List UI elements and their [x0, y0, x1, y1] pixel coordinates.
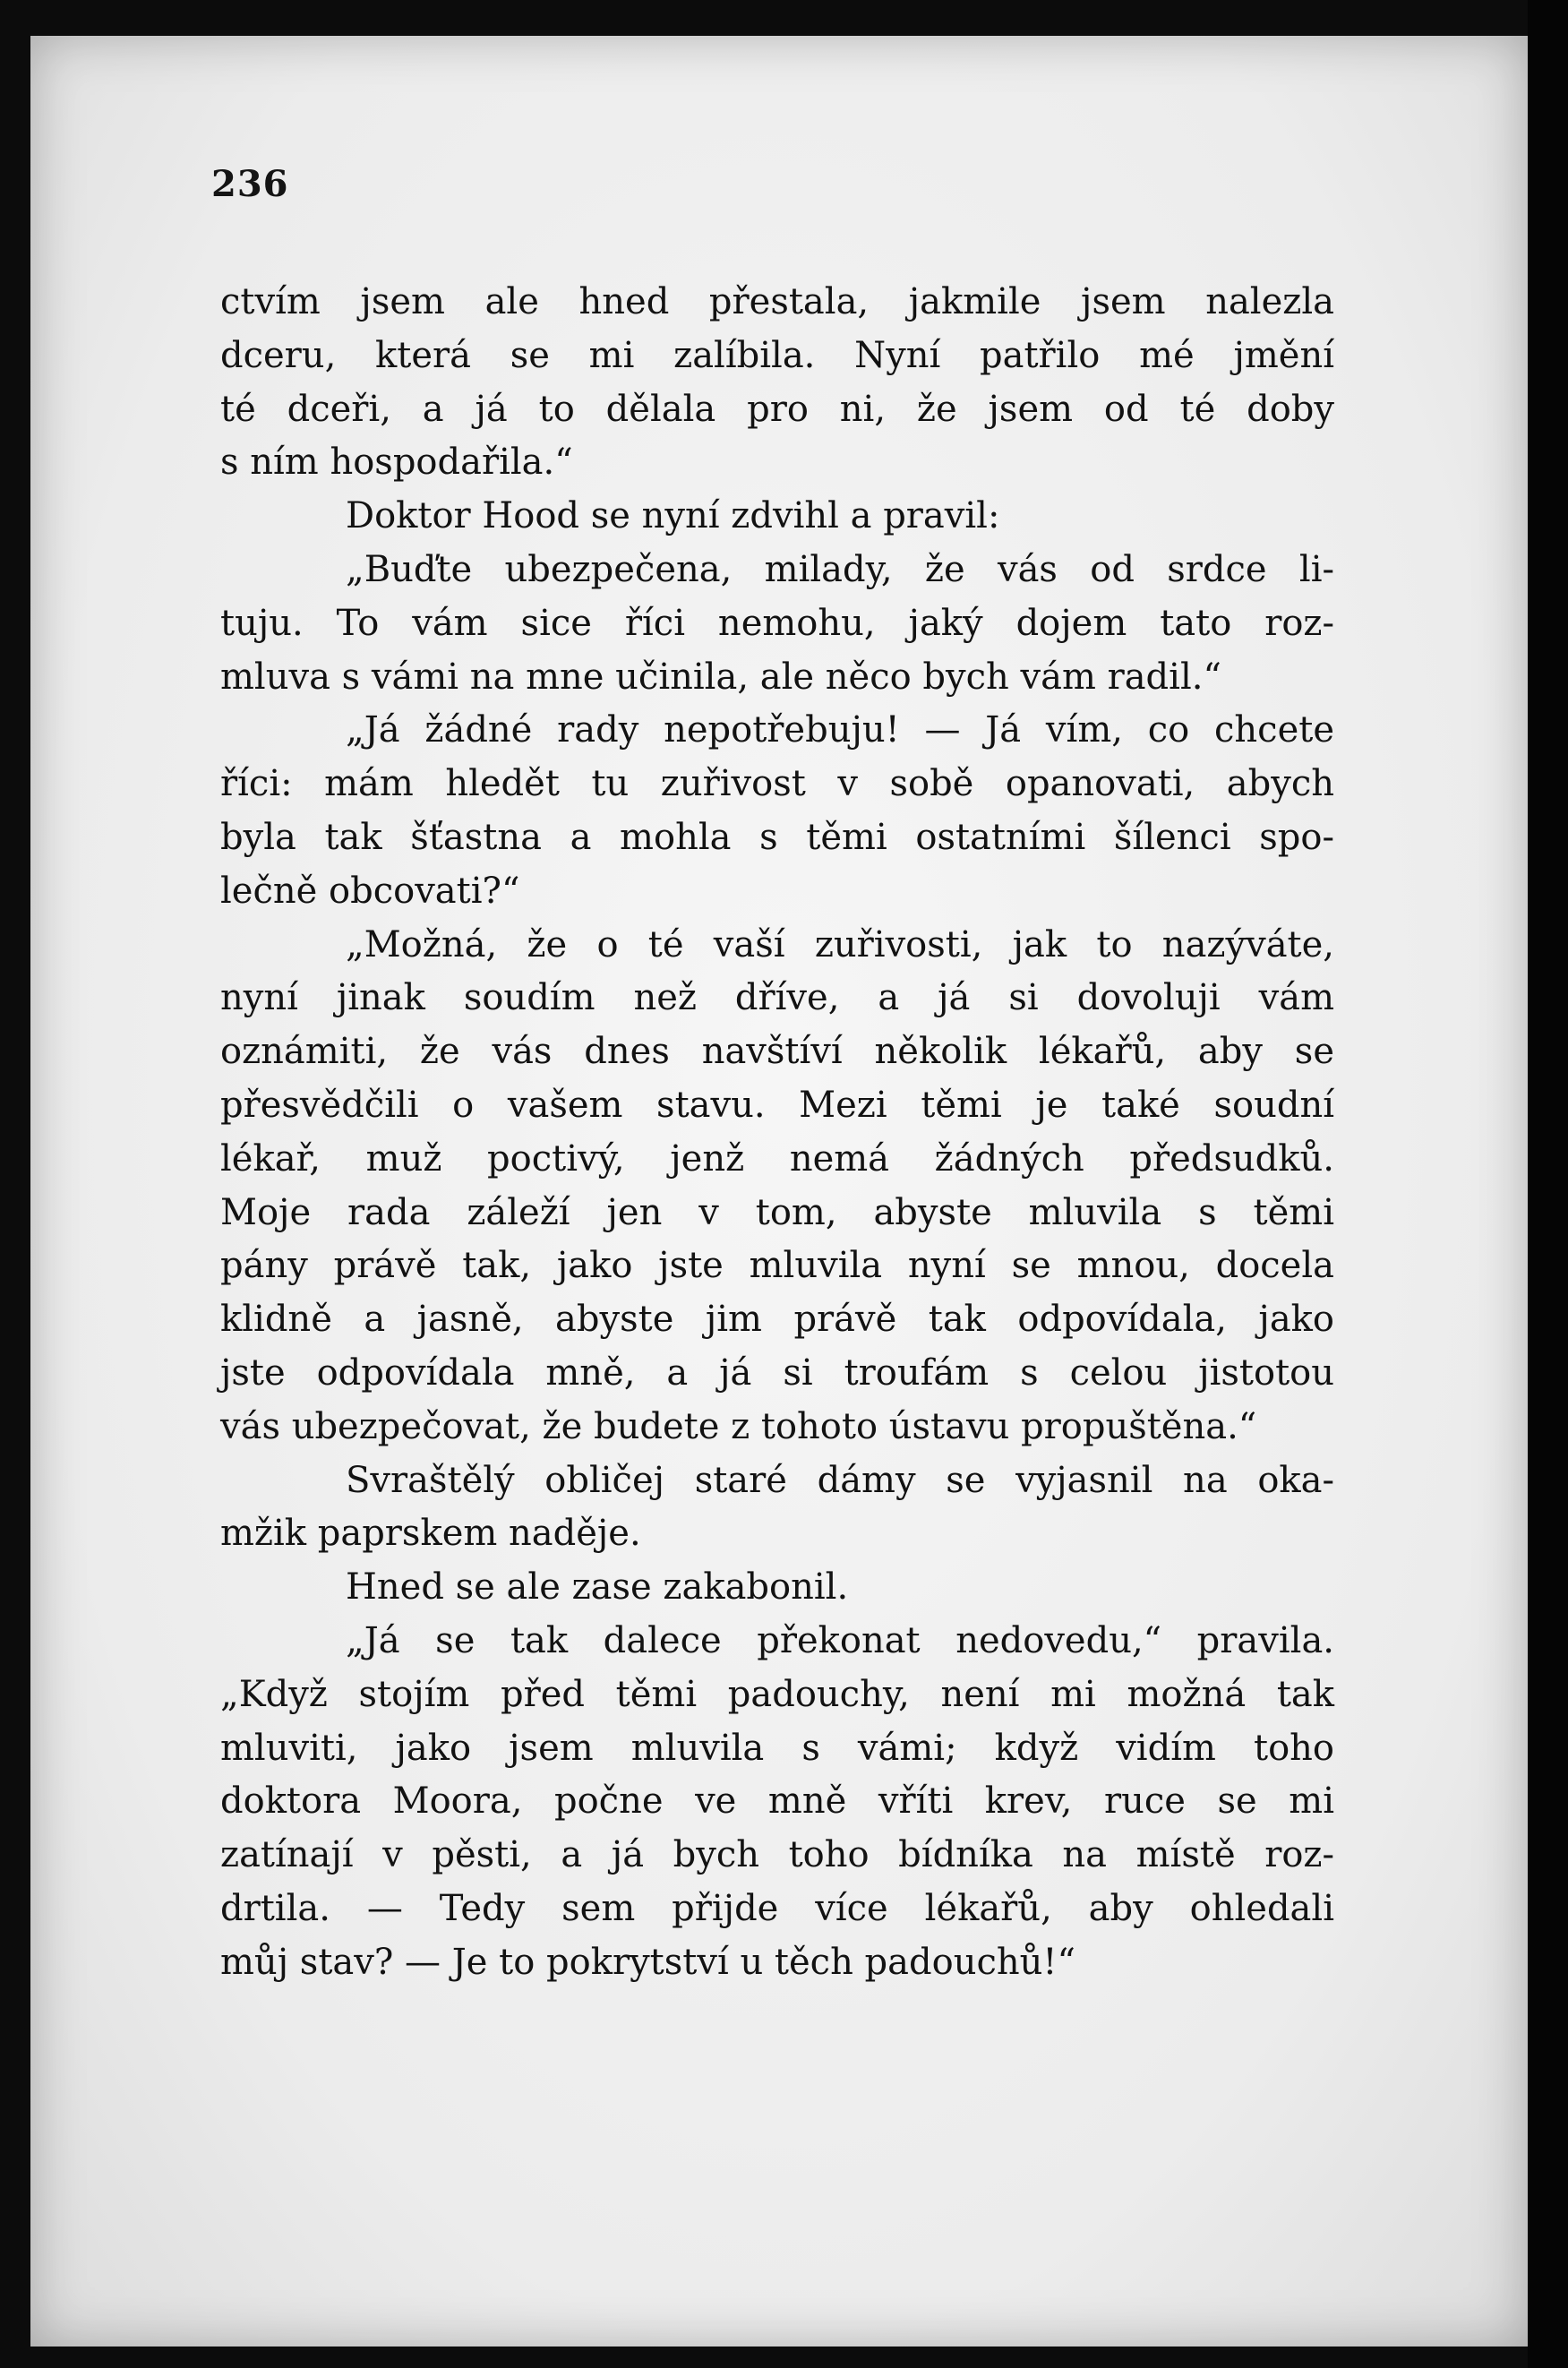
text-line: tuju. To vám sice říci nemohu, jaký dojem tato roz- [220, 602, 1334, 644]
text-line: Doktor Hood se nyní zdvihl a pravil: [346, 495, 1000, 537]
text-line: drtila. — Tedy sem přijde více lékařů, aby ohledali [220, 1887, 1334, 1929]
text-line: mluviti, jako jsem mluvila s vámi; když vidím toho [220, 1727, 1334, 1769]
text-line: dceru, která se mi zalíbila. Nyní patřilo mé jmění [220, 334, 1334, 376]
text-line: té dceři, a já to dělala pro ni, že jsem od té doby [220, 388, 1334, 430]
text-line: nyní jinak soudím než dříve, a já si dovoluji vám [220, 977, 1334, 1019]
text-line: přesvědčili o vašem stavu. Mezi těmi je také soudní [220, 1084, 1334, 1126]
text-line: „Když stojím před těmi padouchy, není mi možná tak [220, 1673, 1334, 1715]
text-line: mluva s vámi na mne učinila, ale něco bych vám radil.“ [220, 656, 1221, 698]
page-number: 236 [211, 163, 289, 205]
text-line: lečně obcovati?“ [220, 870, 520, 912]
text-line: zatínají v pěsti, a já bych toho bídníka na místě roz- [220, 1834, 1334, 1876]
text-line: „Buďte ubezpečena, milady, že vás od srdce li- [346, 548, 1334, 590]
text-line: Svraštělý obličej staré dámy se vyjasnil na oka- [346, 1459, 1334, 1501]
text-line: říci: mám hledět tu zuřivost v sobě opanovati, abych [220, 763, 1334, 805]
text-line: jste odpovídala mně, a já si troufám s celou jistotou [220, 1351, 1334, 1394]
text-line: Hned se ale zase zakabonil. [346, 1566, 849, 1609]
text-line: oznámiti, že vás dnes navštíví několik lékařů, aby se [220, 1031, 1334, 1073]
text-line: Moje rada záleží jen v tom, abyste mluvila s těmi [220, 1191, 1334, 1233]
text-line: s ním hospodařila.“ [220, 442, 573, 484]
text-line: lékař, muž poctivý, jenž nemá žádných předsudků. [220, 1137, 1334, 1180]
scan-edge-strip [1528, 0, 1568, 2368]
text-line: „Možná, že o té vaší zuřivosti, jak to nazýváte, [346, 923, 1334, 965]
body-text [220, 276, 1334, 1990]
text-line: „Já se tak dalece překonat nedovedu,“ pravila. [346, 1619, 1334, 1661]
text-line: doktora Moora, počne ve mně vříti krev, ruce se mi [220, 1780, 1334, 1823]
text-line: pány právě tak, jako jste mluvila nyní se mnou, docela [220, 1245, 1334, 1287]
text-line: můj stav? — Je to pokrytství u těch padouchů!“ [220, 1941, 1075, 1983]
text-line: mžik paprskem naděje. [220, 1513, 641, 1555]
text-line: ctvím jsem ale hned přestala, jakmile jsem nalezla [220, 281, 1334, 322]
text-line: byla tak šťastna a mohla s těmi ostatními šílenci spo- [220, 816, 1334, 858]
text-line: „Já žádné rady nepotřebuju! — Já vím, co chcete [346, 709, 1334, 751]
text-line: vás ubezpečovat, že budete z tohoto ústavu propuštěna.“ [220, 1405, 1257, 1447]
text-line: klidně a jasně, abyste jim právě tak odpovídala, jako [220, 1299, 1334, 1341]
